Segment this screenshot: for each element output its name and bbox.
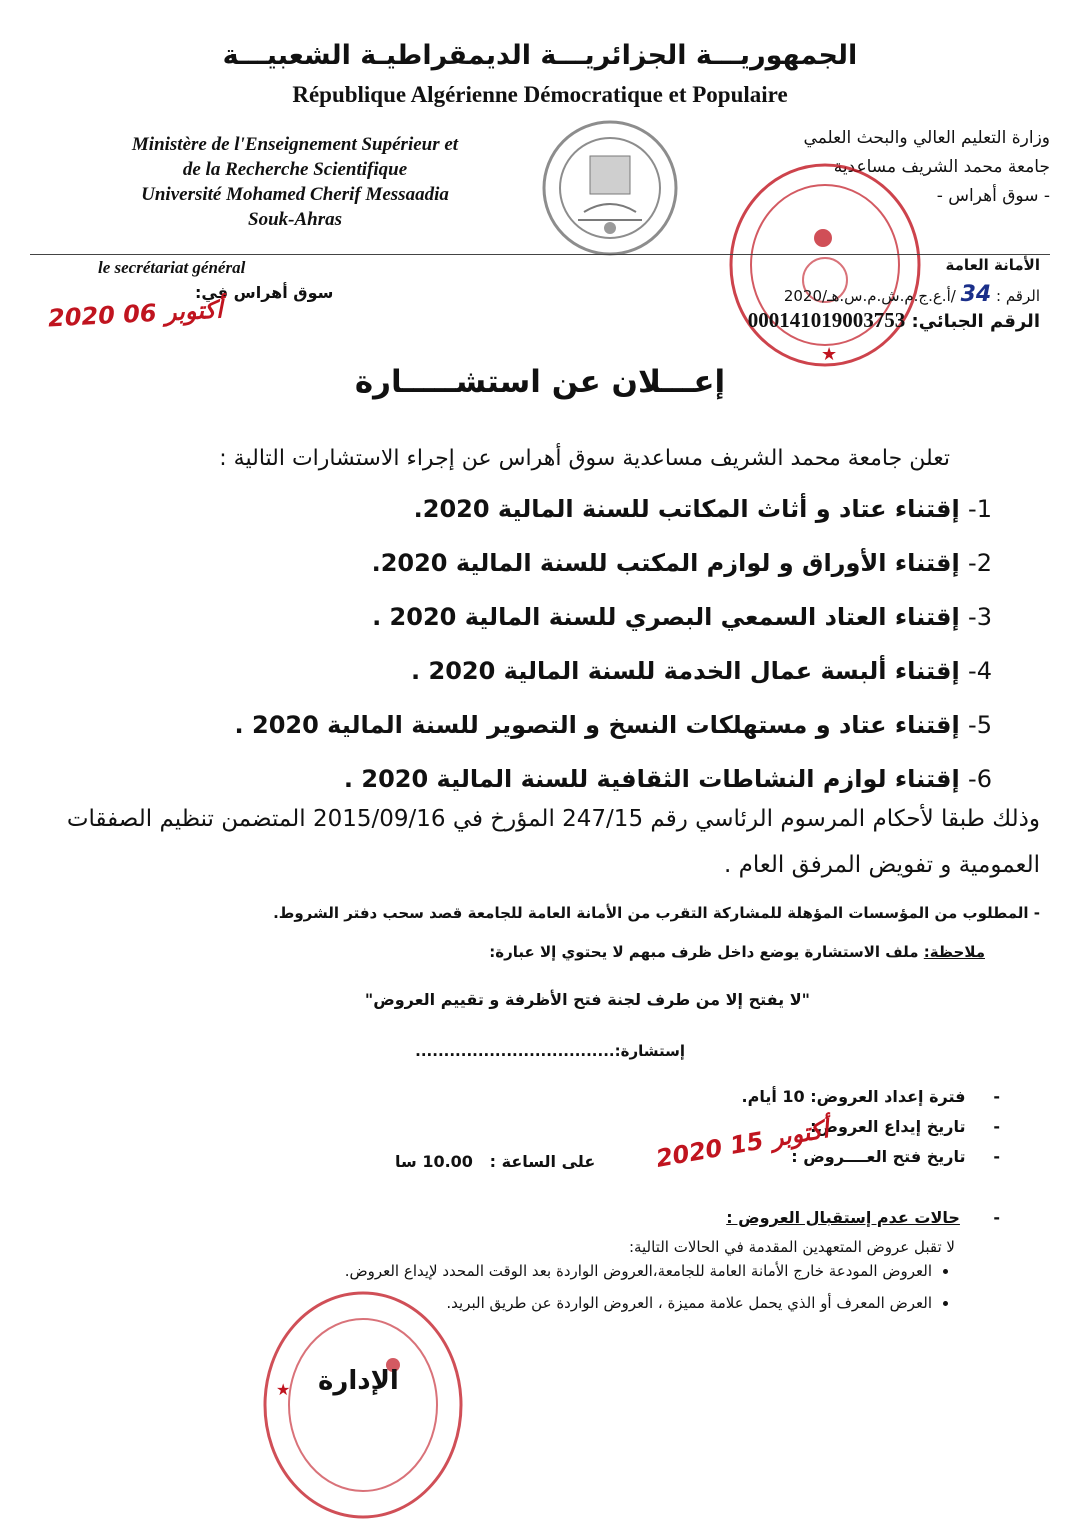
note-line (85, 943, 985, 961)
item-text: إقتناء العتاد السمعي البصري للسنة المالية 2020 . (372, 603, 960, 631)
reference-suffix: /أ.ع.ج.م.ش.م.س.هـ/2020 (783, 287, 956, 305)
prep-period-row: - فترة إعداد العروض: 10 أيام. (741, 1087, 1000, 1106)
requirement-text: - المطلوب من المؤسسات المؤهلة للمشاركة التقرب من الأمانة العامة للجامعة قصد سحب دفتر الشروط. (273, 904, 1040, 922)
republic-title-ar: الجمهوريـــة الجزائريـــة الديمقراطيـة الشعبيـــة (222, 40, 858, 71)
envelope-quote: "لا يفتح إلا من طرف لجنة فتح الأظرفة و تقييم العروض" (364, 990, 810, 1009)
reference-line (784, 282, 1040, 307)
list-item: • العرض المعرف أو الذي يحمل علامة مميزة ، العروض الواردة عن طريق البريد. (52, 1294, 932, 1312)
list-item (92, 603, 992, 657)
note-label: ملاحظة: (923, 943, 985, 961)
university-line: Université Mohamed Cherif Messaadia (141, 184, 449, 205)
signature-text: الإدارة (318, 1366, 399, 1396)
item-text: إقتناء لوازم النشاطات الثقافية للسنة المالية 2020 . (343, 765, 960, 793)
time-value: 10.00 سا (395, 1152, 473, 1171)
prep-unit: أيام. (741, 1087, 777, 1106)
rejection-section (300, 1208, 1000, 1227)
list-item (92, 711, 992, 765)
page-title: إعـــلان عن استشـــــارة (354, 364, 726, 400)
note-text: ملف الاستشارة يوضع داخل ظرف مبهم لا يحتوي إلا عبارة: (489, 943, 924, 961)
city-line: - سوق أهراس - (936, 186, 1050, 206)
rejection-title: - حالات عدم إستقبال العروض : (726, 1208, 1000, 1227)
ministry-line: de la Recherche Scientifique (182, 159, 408, 180)
item-number: 2- (968, 549, 992, 577)
list-item: • العروض المودعة خارج الأمانة العامة للجامعة،العروض الواردة بعد الوقت المحدد لإيداع العروض. (52, 1262, 932, 1280)
svg-text:★: ★ (821, 344, 838, 365)
svg-text:★: ★ (276, 1380, 291, 1399)
date-stamp: 2020 أكتوبر 06 (47, 295, 224, 333)
header-divider (30, 254, 1050, 255)
rejection-intro: لا تقبل عروض المتعهدين المقدمة في الحالات التالية: (628, 1238, 955, 1256)
item-text: إقتناء الأوراق و لوازم المكتب للسنة المالية 2020. (371, 549, 960, 577)
item-text: إقتناء عتاد و أثاث المكاتب للسنة المالية 2020. (413, 495, 960, 523)
rejection-bullets (52, 1262, 952, 1326)
reference-label: الرقم : (996, 287, 1040, 305)
decree-paragraph: وذلك طبقا لأحكام المرسوم الرئاسي رقم 247/15 المؤرخ في 2015/09/16 المتضمن تنظيم الصفقات العمومية و تفويض المرفق العام . (66, 806, 1040, 878)
place-date-label: سوق أهراس في: (195, 283, 334, 302)
item-text: إقتناء عتاد و مستهلكات النسخ و التصوير للسنة المالية 2020 . (234, 711, 960, 739)
republic-title-fr: République Algérienne Démocratique et Populaire (292, 82, 788, 107)
university-line: جامعة محمد الشريف مساعدية (833, 157, 1050, 177)
secretariat-fr: le secrétariat général (98, 258, 246, 277)
deposit-label: تاريخ إيداع العروض: (810, 1117, 966, 1136)
tax-label: الرقم الجبائي: (911, 311, 1040, 332)
tax-number: 000141019003753 (747, 308, 906, 332)
item-number: 6- (968, 765, 992, 793)
item-number: 5- (968, 711, 992, 739)
ministry-line: وزارة التعليم العالي والبحث العلمي (803, 128, 1050, 148)
city-line: Souk-Ahras (248, 209, 342, 230)
item-number: 4- (968, 657, 992, 685)
list-item (92, 495, 992, 549)
deadline-stamp: 2020 أكتوبر 15 (653, 1115, 831, 1173)
item-number: 1- (968, 495, 992, 523)
opening-date-row: - تاريخ فتح العــــروض : (791, 1147, 1000, 1166)
administration-stamp (258, 1285, 468, 1525)
tax-number-line (748, 308, 1040, 333)
prep-value: 10 (782, 1087, 805, 1106)
intro-text: تعلن جامعة محمد الشريف مساعدية سوق أهراس عن إجراء الاستشارات التالية : (219, 446, 950, 471)
time-label: على الساعة : (489, 1152, 596, 1171)
consultation-list (92, 495, 992, 819)
opening-label: تاريخ فتح العــــروض : (791, 1147, 966, 1166)
list-item (92, 657, 992, 711)
deposit-date-row: - تاريخ إيداع العروض: (810, 1117, 1000, 1136)
ministry-line: Ministère de l'Enseignement Supérieur et (131, 134, 459, 155)
ministry-block-fr (85, 132, 505, 232)
secretariat-ar: الأمانة العامة (945, 256, 1040, 274)
opening-time (395, 1152, 595, 1171)
item-number: 3- (968, 603, 992, 631)
university-seal-logo (538, 116, 683, 261)
consultation-field: إستشارة:................................... (415, 1042, 685, 1060)
reference-number: 34 (960, 282, 992, 307)
prep-label: فترة إعداد العروض: (810, 1087, 966, 1106)
official-stamp-right (725, 160, 925, 370)
list-item (92, 549, 992, 603)
item-text: إقتناء ألبسة عمال الخدمة للسنة المالية 2020 . (411, 657, 960, 685)
